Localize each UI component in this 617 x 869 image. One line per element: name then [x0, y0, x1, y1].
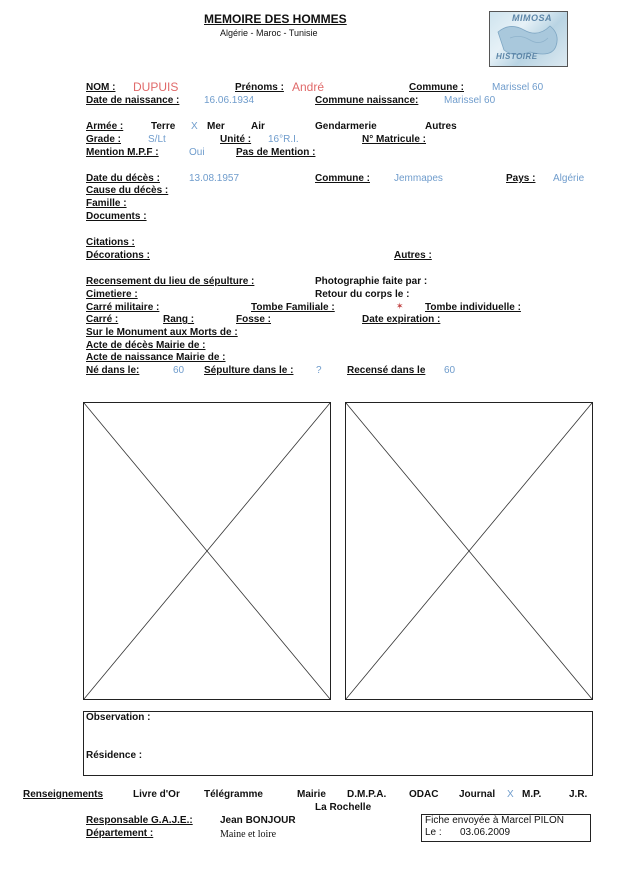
armee-air: Air	[251, 121, 265, 132]
stray-mark-icon: ✶	[396, 301, 404, 311]
page-subtitle: Algérie - Maroc - Tunisie	[220, 28, 318, 38]
photographie-label: Photographie faite par :	[315, 276, 428, 287]
armee-terre: Terre	[151, 121, 176, 132]
residence-label: Résidence :	[86, 750, 143, 761]
date-expiration-label: Date expiration :	[362, 314, 441, 325]
fosse-label: Fosse :	[236, 314, 272, 325]
logo-text-top: MIMOSA	[512, 13, 552, 23]
ne-dans-label: Né dans le:	[86, 365, 140, 376]
prenoms-value: André	[292, 80, 325, 94]
recensement-label: Recensement du lieu de sépulture :	[86, 276, 255, 287]
responsable-value: Jean BONJOUR	[220, 815, 296, 826]
monument-label: Sur le Monument aux Morts de :	[86, 327, 238, 338]
unite-label: Unité :	[220, 134, 252, 145]
grade-label: Grade :	[86, 134, 122, 145]
acte-naissance-label: Acte de naissance Mairie de :	[86, 352, 226, 363]
date-deces-label: Date du décès :	[86, 173, 160, 184]
date-naissance-value: 16.06.1934	[204, 95, 255, 106]
source-mairie: Mairie	[297, 789, 326, 800]
commune-value: Marissel 60	[492, 82, 544, 93]
prenoms-label: Prénoms :	[235, 82, 284, 93]
commune-naissance-value: Marissel 60	[444, 95, 496, 106]
departement-label: Département :	[86, 828, 154, 839]
source-livre-dor: Livre d'Or	[133, 789, 180, 800]
date-deces-value: 13.08.1957	[189, 173, 240, 184]
responsable-label: Responsable G.A.J.E.:	[86, 815, 193, 826]
grade-value: S/Lt	[148, 134, 166, 145]
unite-value: 16°R.I.	[268, 134, 299, 145]
commune-deces-value: Jemmapes	[394, 173, 443, 184]
mp-check-mark: X	[507, 789, 514, 800]
observation-label: Observation :	[86, 712, 151, 723]
fiche-le-value: 03.06.2009	[460, 827, 511, 838]
nom-value: DUPUIS	[133, 80, 179, 94]
retour-corps-label: Retour du corps le :	[315, 289, 410, 300]
source-mp: M.P.	[522, 789, 542, 800]
pas-mention-label: Pas de Mention :	[236, 147, 316, 158]
pays-value: Algérie	[553, 173, 585, 184]
ne-dans-value: 60	[173, 365, 185, 376]
carre-militaire-label: Carré militaire :	[86, 302, 160, 313]
logo-text-bottom: HISTOIRE	[496, 52, 538, 61]
source-jr: J.R.	[569, 789, 588, 800]
autres-label: Autres :	[394, 250, 432, 261]
fiche-le-label: Le :	[425, 827, 442, 838]
citations-label: Citations :	[86, 237, 135, 248]
observation-box	[83, 711, 593, 776]
date-naissance-label: Date de naissance :	[86, 95, 180, 106]
commune-naissance-label: Commune naissance:	[315, 95, 419, 106]
placeholder-cross-icon	[84, 403, 330, 699]
documents-label: Documents :	[86, 211, 147, 222]
source-odac: ODAC	[409, 789, 439, 800]
carre-label: Carré :	[86, 314, 119, 325]
renseignements-label: Renseignements	[23, 789, 104, 800]
famille-label: Famille :	[86, 198, 127, 209]
cimetiere-label: Cimetiere :	[86, 289, 138, 300]
page-title: MEMOIRE DES HOMMES	[204, 12, 347, 26]
armee-gendarmerie: Gendarmerie	[315, 121, 377, 132]
terre-check-mark: X	[191, 121, 198, 132]
nom-label: NOM :	[86, 82, 116, 93]
cause-deces-label: Cause du décès :	[86, 185, 169, 196]
placeholder-cross-icon	[346, 403, 592, 699]
mimosa-logo-icon	[489, 11, 568, 67]
commune-label: Commune :	[409, 82, 464, 93]
commune-deces-label: Commune :	[315, 173, 370, 184]
source-journal: Journal	[459, 789, 496, 800]
mpf-value: Oui	[189, 147, 205, 158]
recense-label: Recensé dans le	[347, 365, 426, 376]
rang-label: Rang :	[163, 314, 195, 325]
matricule-label: N° Matricule :	[362, 134, 427, 145]
tombe-familiale-label: Tombe Familiale :	[251, 302, 335, 313]
armee-autres: Autres	[425, 121, 457, 132]
mairie-location: La Rochelle	[315, 802, 372, 813]
tombe-individuelle-label: Tombe individuelle :	[425, 302, 521, 313]
mpf-label: Mention M.P.F :	[86, 147, 159, 158]
decorations-label: Décorations :	[86, 250, 150, 261]
sepulture-value: ?	[316, 365, 322, 376]
acte-deces-label: Acte de décès Mairie de :	[86, 340, 206, 351]
photo-placeholder-left	[83, 402, 331, 700]
photo-placeholder-right	[345, 402, 593, 700]
armee-label: Armée :	[86, 121, 124, 132]
source-dmpa: D.M.P.A.	[347, 789, 387, 800]
recense-value: 60	[444, 365, 456, 376]
pays-label: Pays :	[506, 173, 536, 184]
armee-mer: Mer	[207, 121, 225, 132]
source-telegramme: Télégramme	[204, 789, 263, 800]
sepulture-label: Sépulture dans le :	[204, 365, 294, 376]
fiche-envoyee: Fiche envoyée à Marcel PILON	[425, 815, 564, 826]
departement-value: Maine et loire	[220, 829, 277, 840]
